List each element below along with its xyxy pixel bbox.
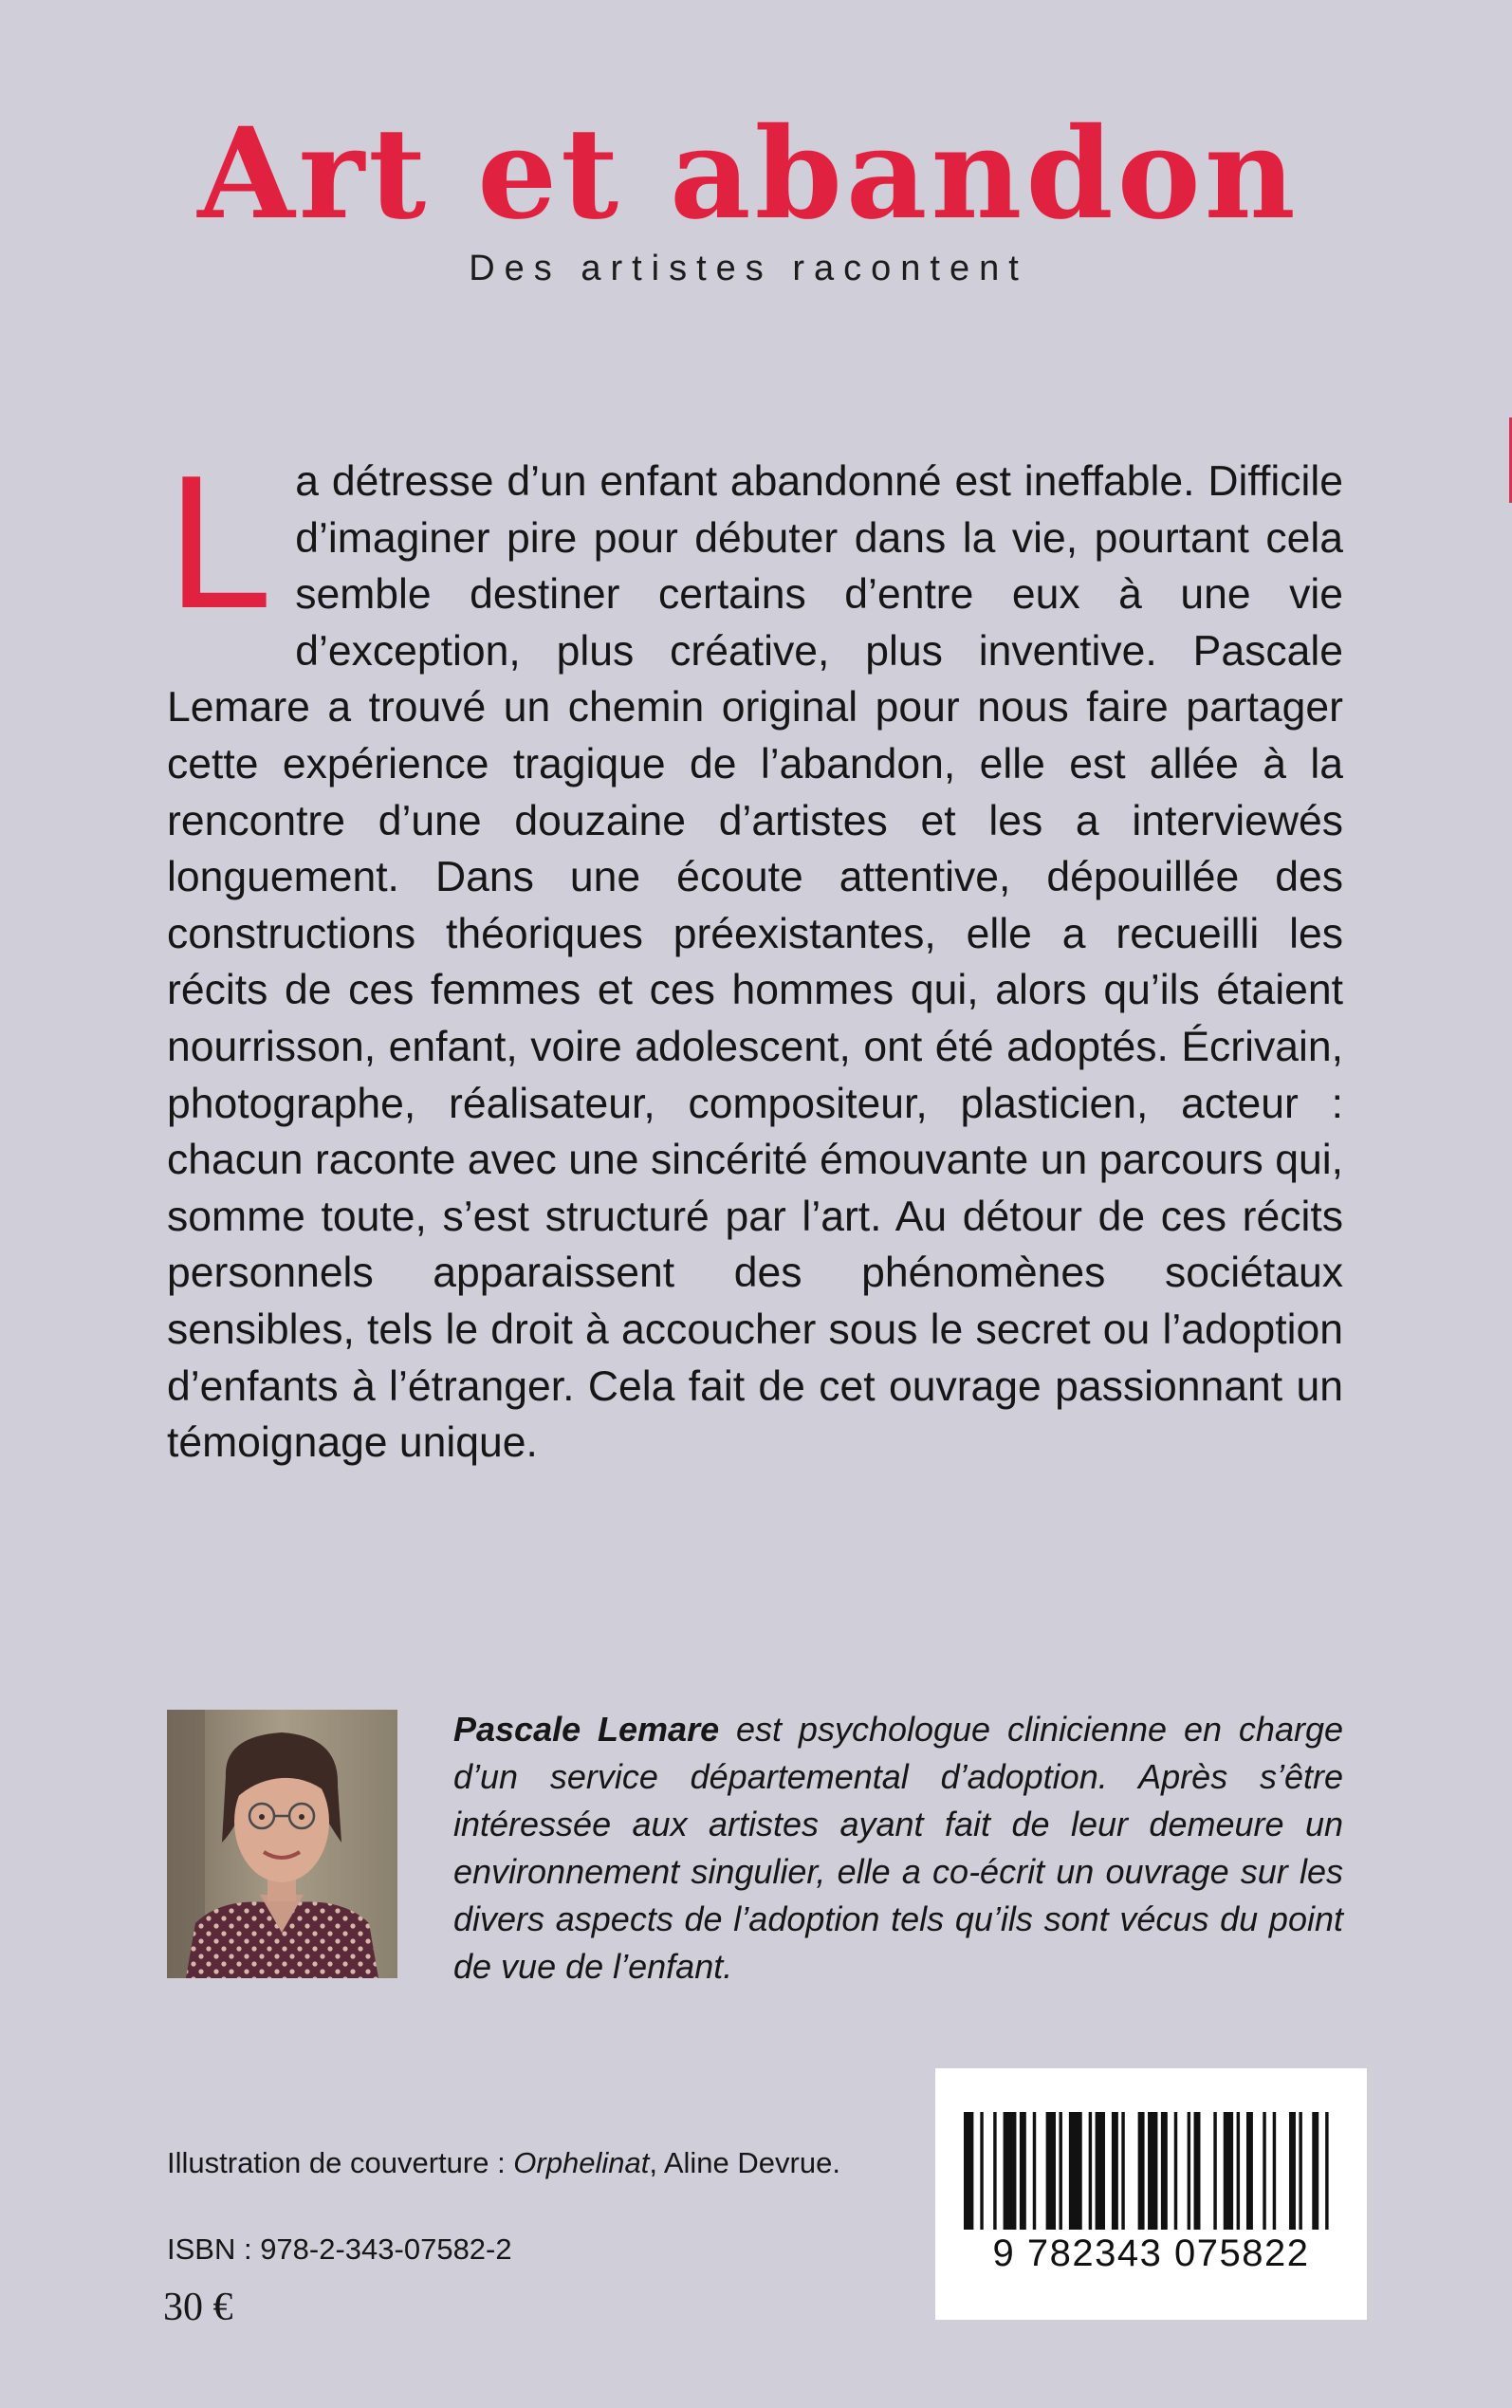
- barcode-bar: [1246, 2112, 1253, 2230]
- price-label: 30 €: [163, 2286, 233, 2329]
- barcode-bar: [1059, 2112, 1061, 2230]
- illustration-artist: , Aline Devrue.: [649, 2146, 840, 2179]
- barcode-bar: [1224, 2112, 1233, 2230]
- barcode-bar: [1020, 2112, 1026, 2230]
- illustration-title: Orphelinat: [513, 2146, 650, 2179]
- description-text: a détresse d’un enfant abandonné est ineffable. Difficile d’imaginer pire pour débuter dans la vie, pourtant cela semble destiner certains d’entre eux à une vie d’exception, plus créative, plus inventive. Pascale Lemare a trouvé un chemin original pour nous faire partager cette expérience tragique de l’abandon, elle est allée à la rencontre d’une douzaine d’artistes et les a interviewés longuement. Dans une écoute attentive, dépouillée des constructions théoriques préexistantes, elle a recueilli les récits de ces femmes et ces hommes qui, alors qu’ils étaient nourrisson, enfant, voire adolescent, ont été adoptés. Écrivain, photographe, réalisateur, compositeur, plasticien, acteur : chacun raconte avec une sincérité émouvante un parcours qui, somme toute, s’est structuré par l’art. Au détour de ces récits personnels apparaissent des phénomènes sociétaux sensibles, tels le droit à accoucher sous le secret ou l’adoption d’enfants à l’étranger. Cela fait de cet ouvrage passionnant un témoignage unique.: [167, 458, 1343, 1467]
- isbn-label: ISBN : 978-2-343-07582-2: [167, 2232, 512, 2266]
- barcode-bar: [1312, 2112, 1318, 2230]
- barcode-bar: [1046, 2112, 1056, 2230]
- illustration-credit: [167, 2146, 840, 2180]
- barcode-bar: [1121, 2112, 1124, 2230]
- barcode-bar: [1263, 2112, 1265, 2230]
- barcode-bar: [1069, 2112, 1082, 2230]
- barcode-bars: [964, 2112, 1338, 2230]
- barcode-bar: [1089, 2112, 1092, 2230]
- barcode: [935, 2068, 1367, 2320]
- barcode-digits: 9 782343 075822: [992, 2232, 1310, 2274]
- back-cover-description: [167, 436, 1343, 1472]
- book-title: Art et abandon: [197, 101, 1300, 248]
- barcode-bar: [993, 2112, 996, 2230]
- author-bio-text: est psychologue clinicienne en charge d’un service départemental d’adoption. Après s’être intéressée aux artistes ayant fait de leur demeure un environnement singulier, elle a co-écrit un ouvrage sur les divers aspects de l’adoption tels qu’ils sont vécus du point de vue de l’enfant.: [453, 1710, 1343, 1986]
- book-subtitle: Des artistes racontent: [469, 249, 1028, 288]
- barcode-bar: [1194, 2112, 1201, 2230]
- barcode-bar: [964, 2112, 973, 2230]
- barcode-bar: [980, 2112, 983, 2230]
- barcode-bar: [1112, 2112, 1118, 2230]
- drop-cap: L: [167, 436, 273, 648]
- author-name: Pascale Lemare: [453, 1710, 720, 1749]
- barcode-bar: [1213, 2112, 1216, 2230]
- author-bio: [453, 1706, 1343, 1991]
- barcode-bar: [1138, 2112, 1145, 2230]
- barcode-bar: [1161, 2112, 1168, 2230]
- barcode-bar: [1033, 2112, 1036, 2230]
- barcode-bar: [1174, 2112, 1177, 2230]
- barcode-bar: [1325, 2112, 1328, 2230]
- barcode-bar: [1299, 2112, 1301, 2230]
- barcode-bar: [1289, 2112, 1296, 2230]
- barcode-bar: [1237, 2112, 1240, 2230]
- barcode-bar: [1096, 2112, 1105, 2230]
- barcode-bar: [1148, 2112, 1157, 2230]
- barcode-bar: [1273, 2112, 1276, 2230]
- illustration-label: Illustration de couverture :: [167, 2146, 514, 2179]
- barcode-bar: [1188, 2112, 1190, 2230]
- barcode-bar: [1004, 2112, 1017, 2230]
- author-photo: [167, 1710, 397, 1978]
